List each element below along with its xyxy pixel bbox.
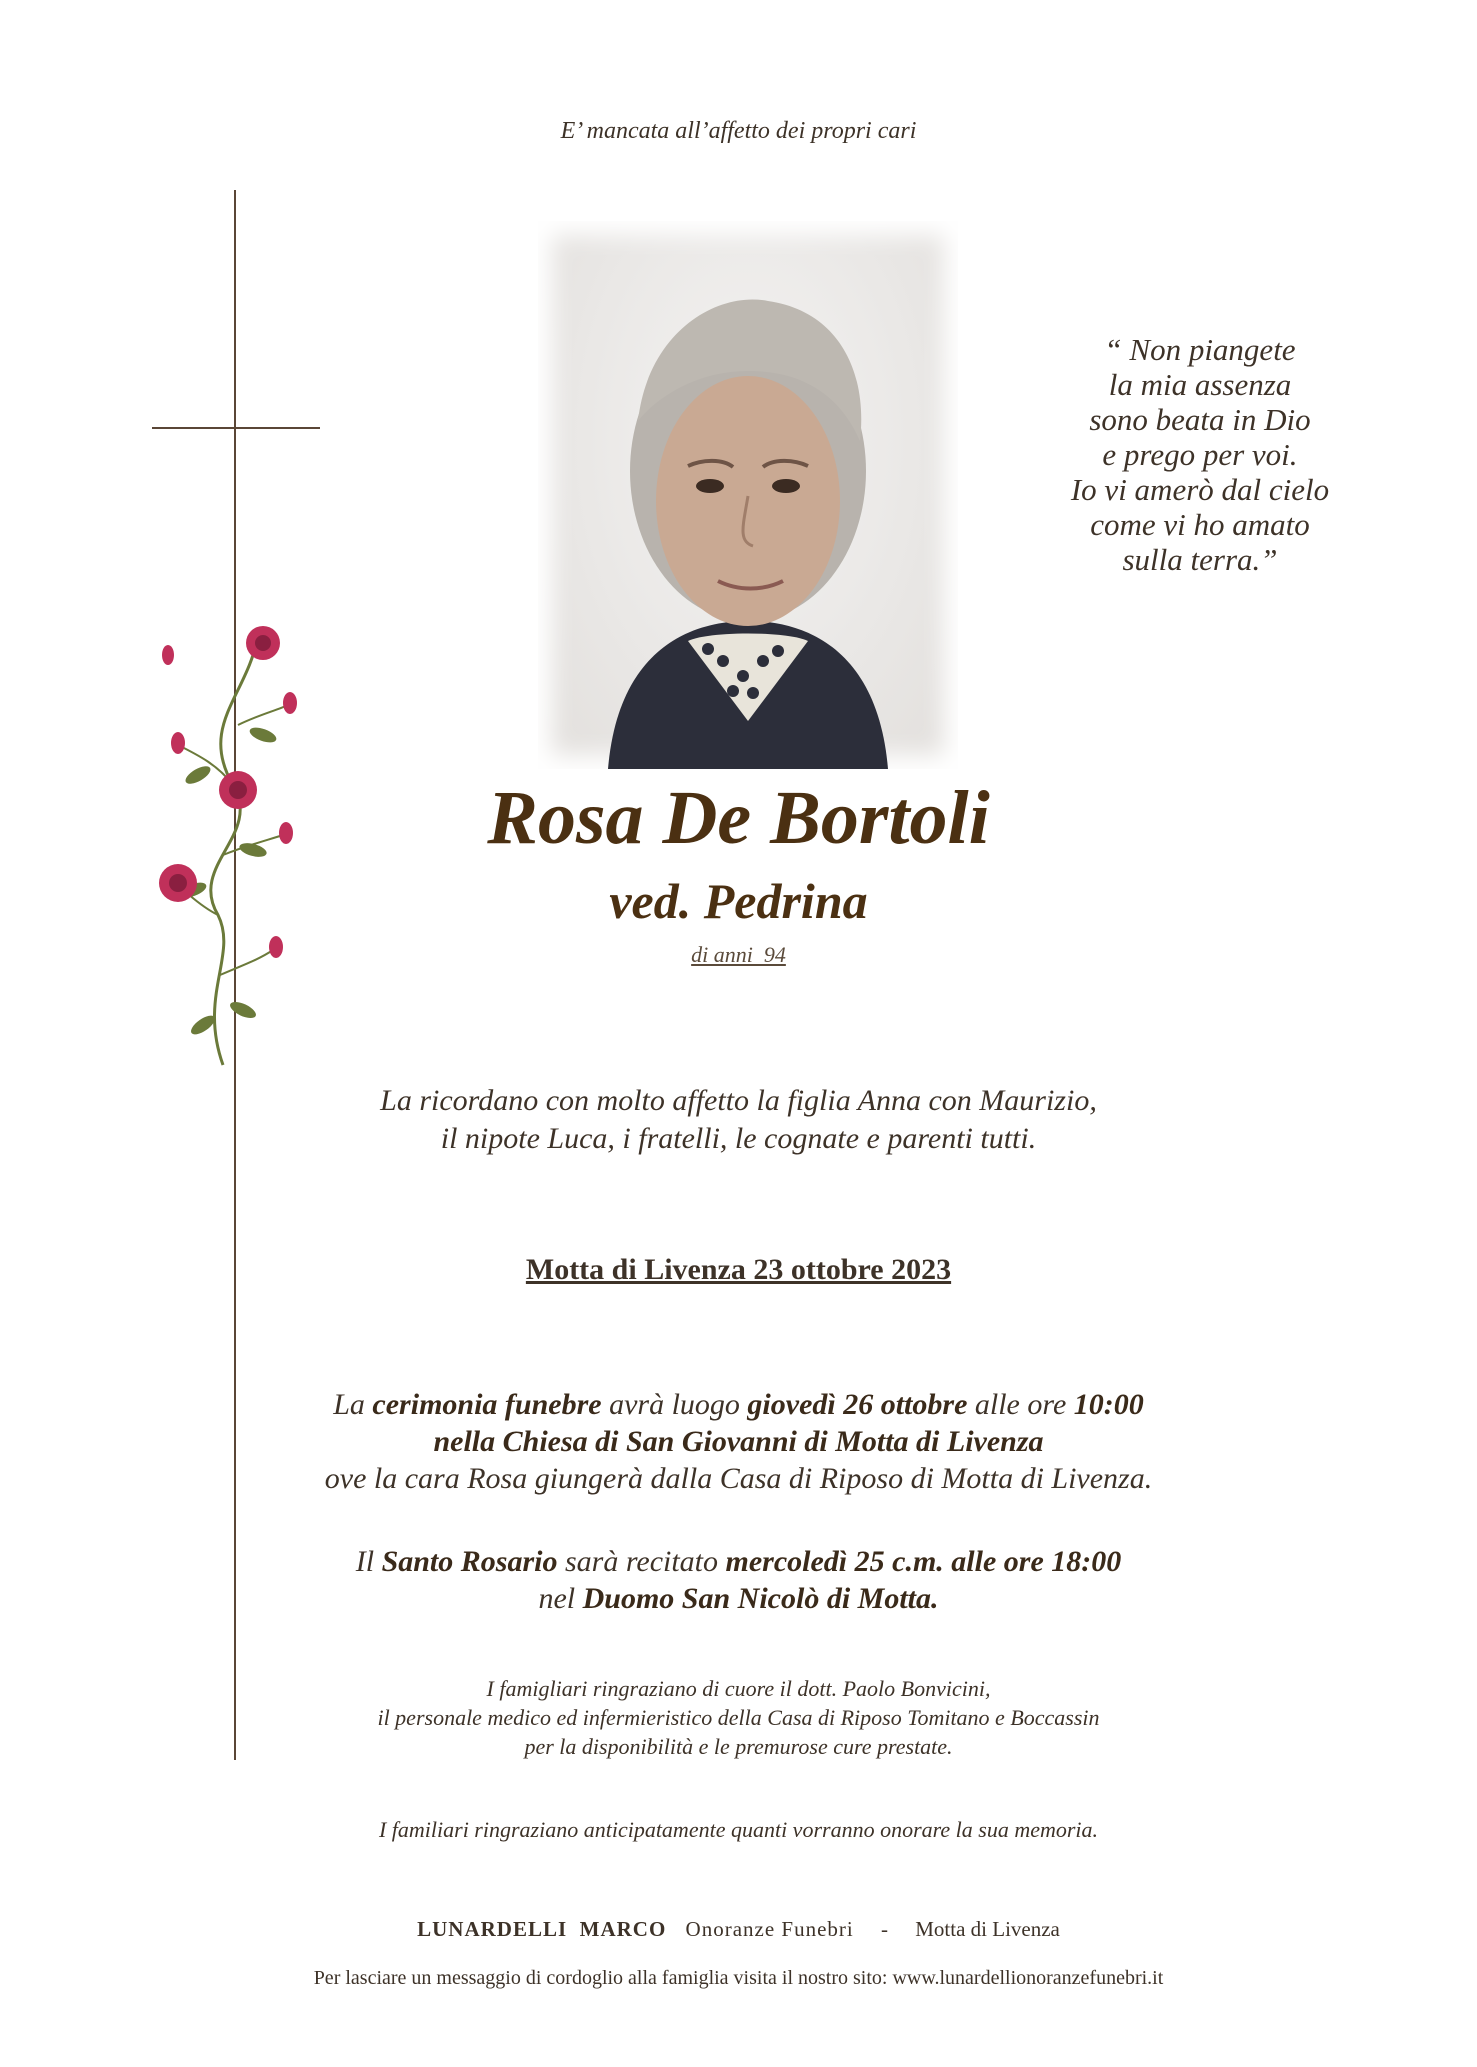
place-date [0,1253,1477,1287]
ceremony-line-3: ove la cara Rosa giungerà dalla Casa di Riposo di Motta di Livenza. [324,1462,1153,1495]
cross-horizontal-bar [152,427,320,429]
widow-of-name: ved. Pedrina [609,873,868,929]
quote-line: la mia assenza [1108,367,1292,402]
ceremony-type: cerimonia funebre [372,1388,602,1421]
quote-line: e prego per voi. [1102,437,1298,472]
portrait-figure-icon [538,221,958,769]
company-name: LUNARDELLI MARCO [417,1917,667,1941]
footer-separator: - [881,1917,888,1941]
rosary-title: Santo Rosario [381,1545,558,1578]
ceremony-block [0,1386,1477,1497]
ceremony-church: nella Chiesa di San Giovanni di Motta di Livenza [433,1425,1044,1458]
ceremony-date: giovedì 26 ottobre [747,1388,968,1421]
ceremony-line-1 [0,1386,1477,1423]
ceremony-text: alle ore [967,1388,1074,1421]
place-date-text: Motta di Livenza 23 ottobre 2023 [525,1253,952,1286]
rosary-text: Il [355,1545,382,1578]
rosary-text: sarà recitato [557,1545,726,1578]
portrait-photo [538,221,958,769]
company-service: Onoranze Funebri [685,1917,854,1941]
rosary-text: nel [538,1582,583,1615]
company-town: Motta di Livenza [915,1917,1060,1941]
deceased-name: Rosa De Bortoli [487,776,990,860]
quote-block [1040,332,1360,577]
ceremony-text: avrà luogo [601,1388,748,1421]
mourners-block [0,1082,1477,1158]
quote-line: come vi ho amato [1090,507,1310,542]
ceremony-time: 10:00 [1073,1388,1144,1421]
age-text: di anni 94 [691,942,786,967]
footer-company [0,1917,1477,1942]
thanks-line: il personale medico ed infermieristico della Casa di Riposo Tomitano e Boccassin [377,1705,1100,1730]
ceremony-line-2 [0,1423,1477,1460]
rosary-line-2 [0,1580,1477,1617]
rosary-block [0,1543,1477,1617]
thanks-all-line: I familiari ringraziano anticipatamente quanti vorranno onorare la sua memoria. [378,1817,1099,1842]
intro-line: E’ mancata all’affetto dei propri cari [560,118,917,144]
quote-line: Io vi amerò dal cielo [1070,472,1330,507]
quote-line: sono beata in Dio [1089,402,1311,437]
age-line [0,942,1477,968]
thanks-line: per la disponibilità e le premurose cure prestate. [524,1734,953,1759]
footer-message: Per lasciare un messaggio di cordoglio alla famiglia visita il nostro sito: www.lunardellionoranzefunebri.it [313,1967,1164,1989]
rosary-line-1 [0,1543,1477,1580]
quote-line: “ Non piangete [1104,332,1296,367]
rosary-date: mercoledì 25 c.m. alle ore 18:00 [725,1545,1122,1578]
mourners-line: La ricordano con molto affetto la figlia Anna con Maurizio, [380,1084,1097,1117]
rosary-place: Duomo San Nicolò di Motta. [582,1582,939,1615]
ceremony-text: La [333,1388,373,1421]
quote-line: sulla terra.” [1122,542,1278,577]
mourners-line: il nipote Luca, i fratelli, le cognate e parenti tutti. [440,1122,1037,1155]
thanks-doctors-block [0,1674,1477,1761]
thanks-line: I famigliari ringraziano di cuore il dott. Paolo Bonvicini, [486,1676,991,1701]
